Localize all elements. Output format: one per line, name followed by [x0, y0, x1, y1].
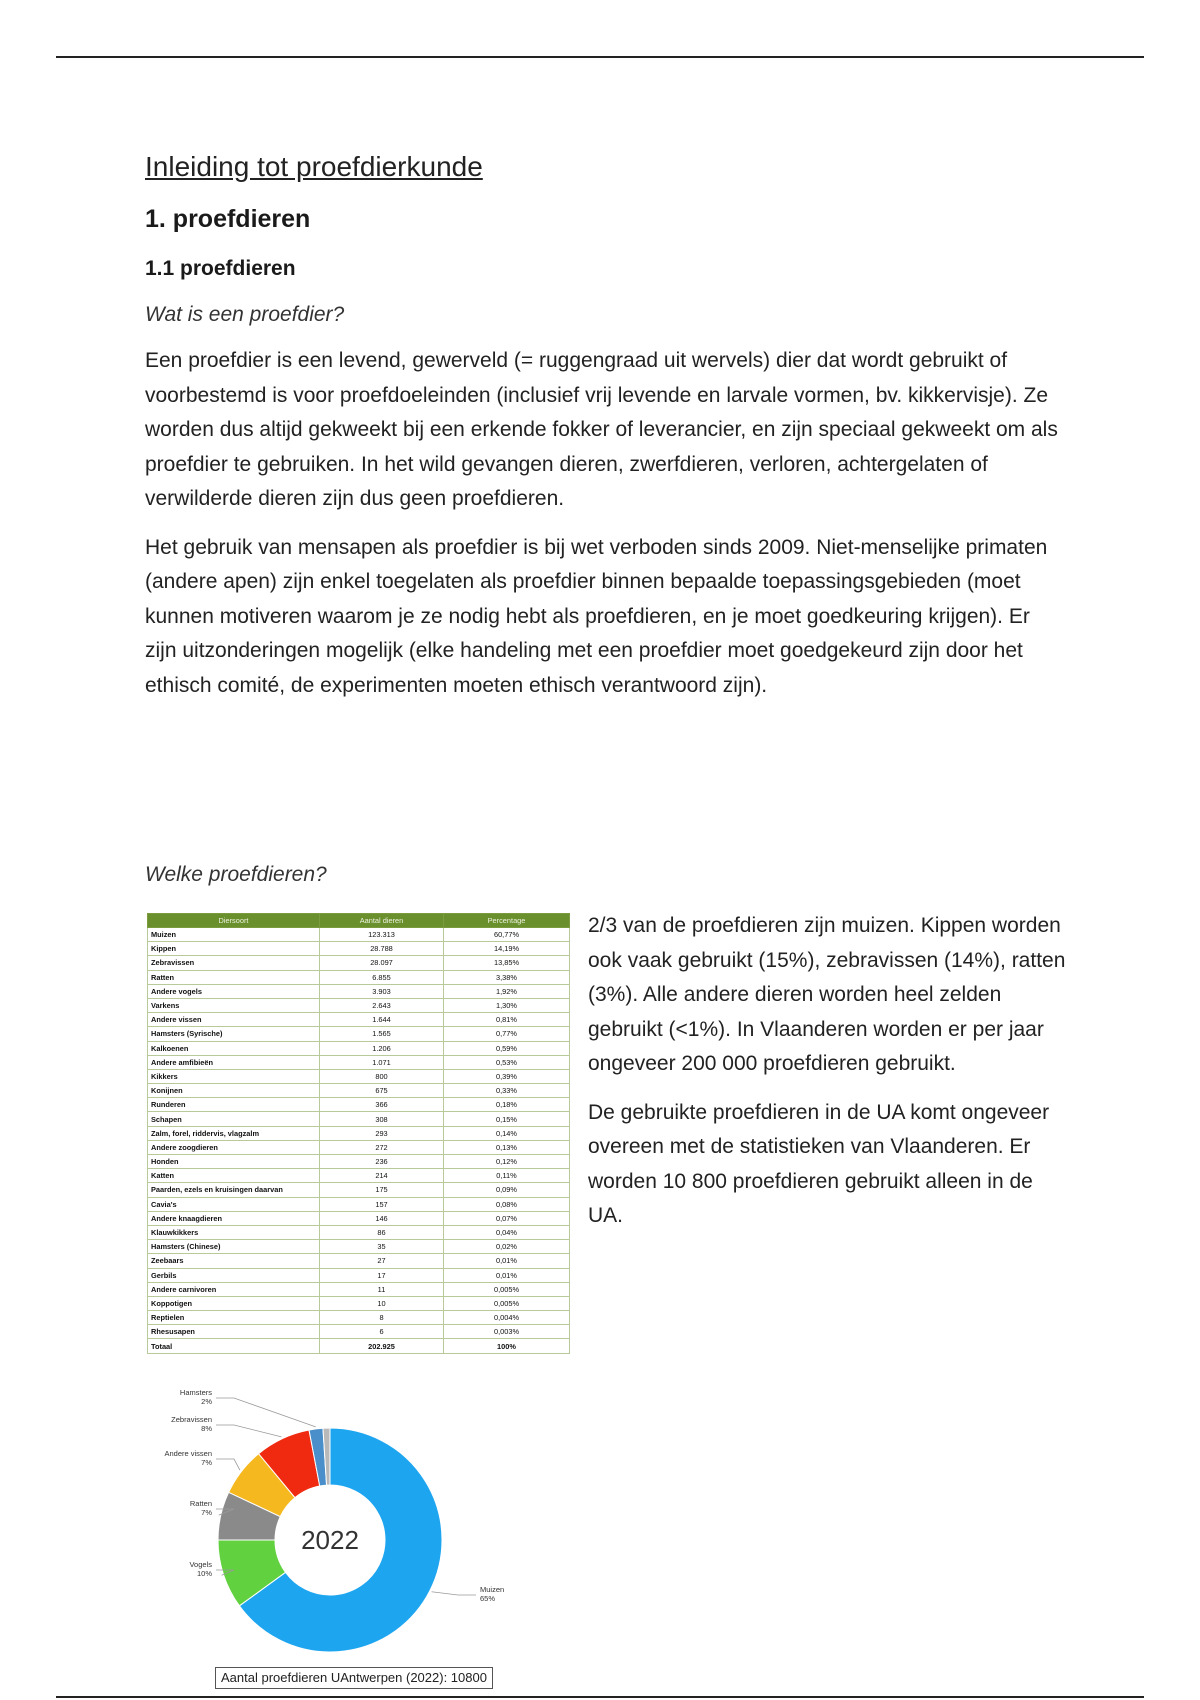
- table-cell: Muizen: [148, 928, 320, 942]
- slice-percent: 7%: [201, 1508, 212, 1517]
- table-cell: Andere zoogdieren: [148, 1140, 320, 1154]
- chart-caption: Aantal proefdieren UAntwerpen (2022): 10800: [215, 1667, 493, 1689]
- table-cell: 0,53%: [444, 1055, 570, 1069]
- table-cell: 0,33%: [444, 1084, 570, 1098]
- table-cell: Andere carnivoren: [148, 1282, 320, 1296]
- table-cell: 0,01%: [444, 1268, 570, 1282]
- table-cell: 3,38%: [444, 970, 570, 984]
- table-row: [148, 1084, 570, 1098]
- table-cell: Klauwkikkers: [148, 1225, 320, 1239]
- slice-percent: 2%: [201, 1397, 212, 1406]
- table-cell: 0,04%: [444, 1225, 570, 1239]
- table-cell: 800: [320, 1069, 444, 1083]
- donut-chart-svg: [145, 1380, 565, 1695]
- slice-label: Hamsters: [179, 1388, 212, 1397]
- table-row: [148, 928, 570, 942]
- table-cell: 366: [320, 1098, 444, 1112]
- table-cell: 28.097: [320, 956, 444, 970]
- slice-label: Muizen: [480, 1585, 505, 1594]
- table-header-row: [148, 914, 570, 928]
- table-cell: 0,39%: [444, 1069, 570, 1083]
- table-cell: Konijnen: [148, 1084, 320, 1098]
- table-cell: 0,08%: [444, 1197, 570, 1211]
- table-cell: Paarden, ezels en kruisingen daarvan: [148, 1183, 320, 1197]
- table-row: [148, 1296, 570, 1310]
- slice-label: Vogels: [189, 1560, 212, 1569]
- table-cell: Katten: [148, 1169, 320, 1183]
- table-row: [148, 1013, 570, 1027]
- table-row: [148, 1254, 570, 1268]
- slice-label: Zebravissen: [171, 1415, 212, 1424]
- table-cell: 6: [320, 1325, 444, 1339]
- table-cell: Zeebaars: [148, 1254, 320, 1268]
- document-title: Inleiding tot proefdierkunde: [145, 151, 483, 182]
- table-cell: 146: [320, 1211, 444, 1225]
- donut-center-label: 2022: [301, 1525, 359, 1555]
- table-cell: 86: [320, 1225, 444, 1239]
- table-cell: 214: [320, 1169, 444, 1183]
- leader-line: [432, 1592, 476, 1595]
- table-row: [148, 1268, 570, 1282]
- table-cell: 28.788: [320, 942, 444, 956]
- table-row: [148, 1112, 570, 1126]
- table-row: [148, 1155, 570, 1169]
- table-cell: 0,004%: [444, 1311, 570, 1325]
- table-cell: 0,003%: [444, 1325, 570, 1339]
- table-cell: 17: [320, 1268, 444, 1282]
- table-total-row: [148, 1339, 570, 1353]
- table-cell: Kalkoenen: [148, 1041, 320, 1055]
- question-which-animals: Welke proefdieren?: [145, 863, 327, 886]
- table-cell: 35: [320, 1240, 444, 1254]
- table-row: [148, 956, 570, 970]
- table-row: [148, 998, 570, 1012]
- table-cell: 0,15%: [444, 1112, 570, 1126]
- table-cell: Andere knaagdieren: [148, 1211, 320, 1225]
- table-row: [148, 1055, 570, 1069]
- table-cell: Koppotigen: [148, 1296, 320, 1310]
- table-cell: 0,01%: [444, 1254, 570, 1268]
- slice-label: Andere vissen: [164, 1449, 212, 1458]
- table-cell: 0,005%: [444, 1296, 570, 1310]
- slice-percent: 65%: [480, 1594, 496, 1603]
- table-cell: Ratten: [148, 970, 320, 984]
- leader-line: [216, 1425, 281, 1437]
- table-cell: 308: [320, 1112, 444, 1126]
- table-cell: 202.925: [320, 1339, 444, 1353]
- slice-label: Ratten: [189, 1499, 212, 1508]
- table-header: Diersoort: [148, 914, 320, 928]
- table-cell: Reptielen: [148, 1311, 320, 1325]
- table-cell: 3.903: [320, 984, 444, 998]
- table-cell: 1.206: [320, 1041, 444, 1055]
- table-cell: Varkens: [148, 998, 320, 1012]
- leader-line: [216, 1459, 240, 1470]
- table-cell: 100%: [444, 1339, 570, 1353]
- table-cell: 1.565: [320, 1027, 444, 1041]
- table-cell: 0,02%: [444, 1240, 570, 1254]
- table-cell: 0,09%: [444, 1183, 570, 1197]
- table-cell: 272: [320, 1140, 444, 1154]
- summary-paragraph-2: De gebruikte proefdieren in de UA komt ongeveer overeen met de statistieken van Vlaanderen. Er worden 10 800 proefdieren gebruikt alleen in de UA.: [588, 1100, 1050, 1227]
- table-cell: 157: [320, 1197, 444, 1211]
- summary-paragraph-1: 2/3 van de proefdieren zijn muizen. Kippen worden ook vaak gebruikt (15%), zebravissen (14%), ratten (3%). Alle andere dieren worden heel zelden gebruikt (<1%). In Vlaanderen worden er per jaar ongeveer 200 000 proefdieren gebruikt.: [588, 914, 1066, 1075]
- table-row: [148, 1240, 570, 1254]
- table-row: [148, 1140, 570, 1154]
- table-cell: Gerbils: [148, 1268, 320, 1282]
- table-cell: 1.071: [320, 1055, 444, 1069]
- table-cell: 6.855: [320, 970, 444, 984]
- table-row: [148, 1282, 570, 1296]
- heading-1-1: 1.1 proefdieren: [145, 257, 296, 280]
- table-row: [148, 1311, 570, 1325]
- table-cell: Cavia's: [148, 1197, 320, 1211]
- table-cell: Andere vissen: [148, 1013, 320, 1027]
- table-cell: 8: [320, 1311, 444, 1325]
- table-cell: 236: [320, 1155, 444, 1169]
- table-row: [148, 1183, 570, 1197]
- table-cell: 0,005%: [444, 1282, 570, 1296]
- table-cell: 1,92%: [444, 984, 570, 998]
- leader-line: [216, 1398, 316, 1427]
- table-cell: 1,30%: [444, 998, 570, 1012]
- table-cell: Andere amfibieën: [148, 1055, 320, 1069]
- table-cell: Hamsters (Chinese): [148, 1240, 320, 1254]
- slice-percent: 7%: [201, 1458, 212, 1467]
- table-row: [148, 1098, 570, 1112]
- paragraph-definition: Een proefdier is een levend, gewerveld (= ruggengraad uit wervels) dier dat wordt gebruikt of voorbestemd is voor proefdoeleinden (inclusief vrij levende en larvale vormen, bv. kikkervisje). Ze worden dus altijd gekweekt bij een erkende fokker of leverancier, en zijn speciaal gekweekt om als proefdier te gebruiken. In het wild gevangen dieren, zwerfdieren, verloren, achtergelaten of verwilderde dieren zijn dus geen proefdieren.: [145, 349, 1058, 510]
- table-cell: Zebravissen: [148, 956, 320, 970]
- summary-text: [588, 909, 1068, 1248]
- table-cell: 0,12%: [444, 1155, 570, 1169]
- table-cell: Hamsters (Syrische): [148, 1027, 320, 1041]
- table-cell: 0,14%: [444, 1126, 570, 1140]
- question-what-is: Wat is een proefdier?: [145, 303, 345, 326]
- table-cell: 27: [320, 1254, 444, 1268]
- table-cell: 0,07%: [444, 1211, 570, 1225]
- table-cell: 13,85%: [444, 956, 570, 970]
- table-cell: 0,11%: [444, 1169, 570, 1183]
- table-row: [148, 1041, 570, 1055]
- table-cell: 60,77%: [444, 928, 570, 942]
- table-row: [148, 1225, 570, 1239]
- table-cell: Honden: [148, 1155, 320, 1169]
- table-cell: 0,18%: [444, 1098, 570, 1112]
- table-row: [148, 1027, 570, 1041]
- table-header: Aantal dieren: [320, 914, 444, 928]
- table-cell: 123.313: [320, 928, 444, 942]
- table-cell: Totaal: [148, 1339, 320, 1353]
- table-row: [148, 1211, 570, 1225]
- donut-chart: [145, 1380, 565, 1695]
- table-row: [148, 1197, 570, 1211]
- table-row: [148, 970, 570, 984]
- slice-percent: 10%: [196, 1569, 212, 1578]
- table-cell: 175: [320, 1183, 444, 1197]
- table-cell: 11: [320, 1282, 444, 1296]
- paragraph-primates: Het gebruik van mensapen als proefdier is bij wet verboden sinds 2009. Niet-menselijke primaten (andere apen) zijn enkel toegelaten als proefdier binnen bepaalde toepassingsgebieden (moet kunnen motiveren waarom je ze nodig hebt als proefdieren, en je moet goedkeuring krijgen). Er zijn uitzonderingen mogelijk (elke handeling met een proefdier moet goedgekeurd zijn door het ethisch comité, de experimenten moeten ethisch verantwoord zijn).: [145, 535, 1048, 697]
- table-cell: Zalm, forel, riddervis, vlagzalm: [148, 1126, 320, 1140]
- table-cell: 1.644: [320, 1013, 444, 1027]
- table-cell: 10: [320, 1296, 444, 1310]
- table-cell: 0,77%: [444, 1027, 570, 1041]
- table-cell: Rhesusapen: [148, 1325, 320, 1339]
- table-row: [148, 1325, 570, 1339]
- table-cell: Andere vogels: [148, 984, 320, 998]
- table-row: [148, 1069, 570, 1083]
- heading-1: 1. proefdieren: [145, 205, 311, 233]
- table-row: [148, 984, 570, 998]
- table-cell: Schapen: [148, 1112, 320, 1126]
- animal-table-wrapper: [147, 913, 569, 1354]
- table-cell: Kikkers: [148, 1069, 320, 1083]
- table-cell: Runderen: [148, 1098, 320, 1112]
- table-cell: 293: [320, 1126, 444, 1140]
- document-body: [145, 150, 1065, 703]
- top-rule: [56, 56, 1144, 58]
- table-row: [148, 1169, 570, 1183]
- table-cell: 675: [320, 1084, 444, 1098]
- table-cell: 0,59%: [444, 1041, 570, 1055]
- slice-percent: 8%: [201, 1424, 212, 1433]
- table-cell: 0,13%: [444, 1140, 570, 1154]
- table-cell: 14,19%: [444, 942, 570, 956]
- table-cell: 0,81%: [444, 1013, 570, 1027]
- table-header: Percentage: [444, 914, 570, 928]
- table-cell: 2.643: [320, 998, 444, 1012]
- table-row: [148, 942, 570, 956]
- table-row: [148, 1126, 570, 1140]
- bottom-rule: [56, 1696, 1144, 1698]
- table-cell: Kippen: [148, 942, 320, 956]
- animal-table: [147, 913, 570, 1354]
